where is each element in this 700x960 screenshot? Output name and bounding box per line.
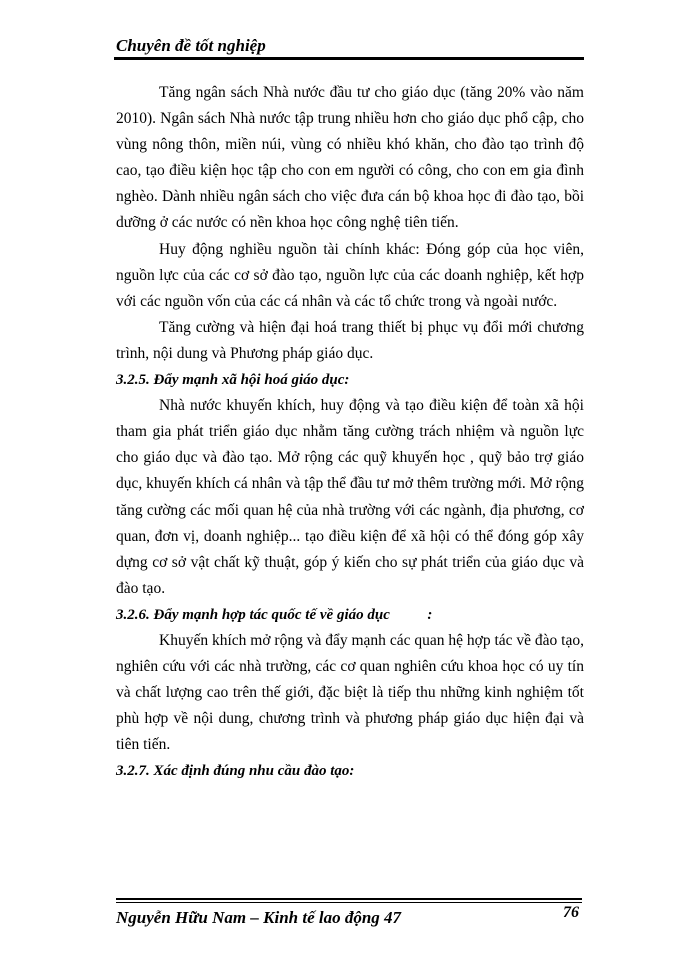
paragraph-international-cooperation: Khuyến khích mở rộng và đẩy mạnh các quan hệ hợp tác về đào tạo, nghiên cứu với các nhà trường, các cơ quan nghiên cứu khoa học có uy tín và chất lượng cao trên thế giới, đặc biệt là tiếp thu những kinh nghiệm tốt phù hợp về nội dung, chương trình và phương pháp giáo dục hiện đại và tiên tiến. (116, 631, 584, 754)
header-title: Chuyên đề tốt nghiệp (116, 36, 266, 55)
section-heading-3-2-6: 3.2.6. Đẩy mạnh hợp tác quốc tế về giáo dục : (116, 606, 433, 623)
paragraph-equipment: Tăng cường và hiện đại hoá trang thiết bị phục vụ đổi mới chương trình, nội dung và Phương pháp giáo dục. (116, 318, 584, 362)
paragraph-budget: Tăng ngân sách Nhà nước đầu tư cho giáo dục (tăng 20% vào năm 2010). Ngân sách Nhà nước tập trung nhiều hơn cho giáo dục phổ cập, cho vùng nông thôn, miền núi, vùng có nhiều khó khăn, cho đào tạo trình độ cao, tạo điều kiện học tập cho con em người có công, cho con em gia đình nghèo. Dành nhiều ngân sách cho việc đưa cán bộ khoa học đi đào tạo, bồi dưỡng ở các nước có nền khoa học công nghệ tiên tiến. (116, 84, 584, 232)
header-divider (114, 57, 584, 60)
footer-divider-thin (116, 902, 582, 903)
paragraph-socialization: Nhà nước khuyến khích, huy động và tạo điều kiện để toàn xã hội tham gia phát triển giáo dục nhằm tăng cường trách nhiệm và nguồn lực cho giáo dục và đào tạo. Mở rộng các quỹ khuyến học , quỹ bảo trợ giáo dục, khuyến khích cá nhân và tập thể đầu tư mở thêm trường mới. Mở rộng tăng cường các mối quan hệ của nhà trường với các ngành, địa phương, cơ quan, đơn vị, doanh nghiệp... tạo điều kiện để xã hội có thể đóng góp xây dựng cơ sở vật chất kỹ thuật, góp ý kiến cho sự phát triển của giáo dục và đào tạo. (116, 397, 584, 597)
document-body (116, 80, 584, 785)
page-number: 76 (563, 904, 579, 921)
section-heading-3-2-7: 3.2.7. Xác định đúng nhu cầu đào tạo: (116, 763, 355, 780)
paragraph-funding-sources: Huy động nghiều nguồn tài chính khác: Đóng góp của học viên, nguồn lực của các cơ sở đào tạo, nguồn lực của các doanh nghiệp, kết hợp với các nguồn vốn của các cá nhân và các tổ chức trong và ngoài nước. (116, 240, 584, 310)
footer-divider (116, 898, 582, 900)
section-heading-3-2-5: 3.2.5. Đẩy mạnh xã hội hoá giáo dục: (116, 372, 350, 389)
footer-author: Nguyễn Hữu Nam – Kinh tế lao động 47 (116, 908, 402, 927)
